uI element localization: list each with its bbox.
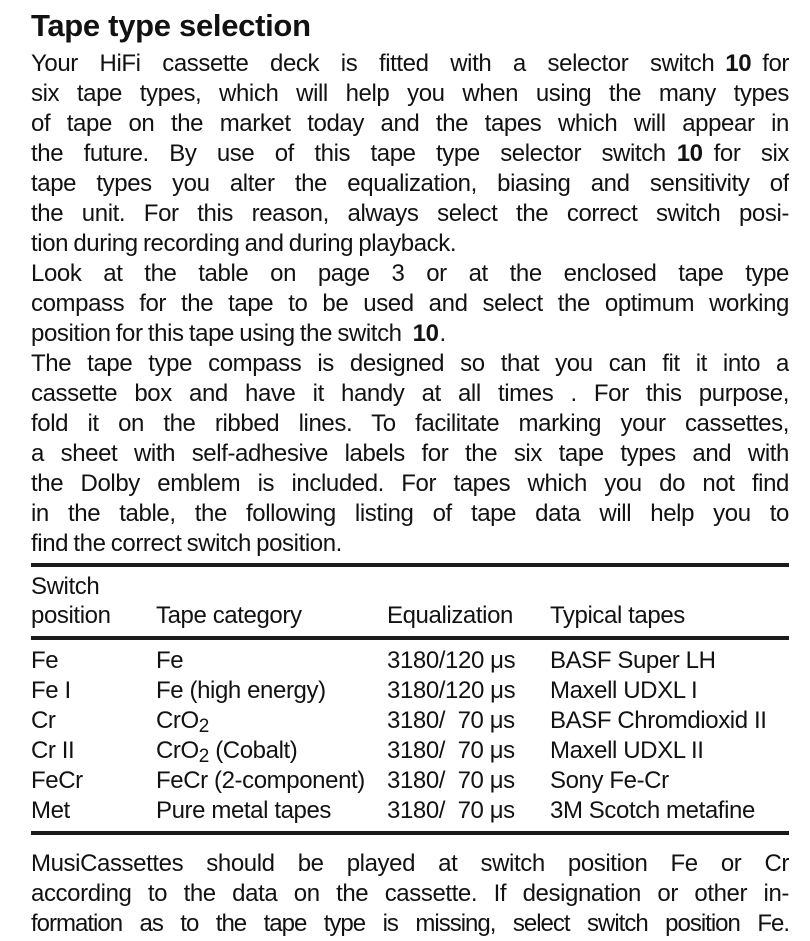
cell-tape-category xyxy=(156,706,387,736)
header-tape-category: Tape category xyxy=(156,602,302,629)
cell-switch-position: Cr II xyxy=(31,737,75,764)
category-subscript: 2 xyxy=(198,746,209,766)
text-line: Look at the table on page 3 or at the enclosed tape type xyxy=(31,260,789,287)
category-text: Pure metal tapes xyxy=(156,797,332,824)
text-segment: . xyxy=(439,320,446,347)
table-header-row xyxy=(31,567,789,636)
paragraph-intro xyxy=(31,49,789,259)
category-text: (Cobalt) xyxy=(208,737,298,764)
paragraph-table-reference xyxy=(31,259,789,349)
text-line: the Dolby emblem is included. For tapes which you do not find xyxy=(31,470,789,497)
cell-switch-position: Met xyxy=(31,797,70,824)
text-line: formation as to the tape type is missing, select switch position Fe. xyxy=(31,910,789,937)
text-segment: position for this tape using the switch xyxy=(31,320,402,347)
category-subscript: 2 xyxy=(198,716,209,736)
category-text: CrO xyxy=(156,707,199,734)
cell-switch-position: FeCr xyxy=(31,767,83,794)
text-segment: for six xyxy=(713,140,789,167)
cell-equalization: 3180/120 μs xyxy=(387,677,516,704)
header-switch-position: Switch position xyxy=(31,573,111,629)
switch-ref-10: 10 xyxy=(676,140,703,167)
text-line: fold it on the ribbed lines. To facilitate marking your cassettes, xyxy=(31,410,789,437)
cell-tape-category xyxy=(156,736,387,766)
table-row xyxy=(31,796,789,826)
table-row xyxy=(31,766,789,796)
category-text: Fe (high energy) xyxy=(156,677,326,704)
header-equalization: Equalization xyxy=(387,602,513,629)
text-line: cassette box and have it handy at all times . For this purpose, xyxy=(31,380,789,407)
cell-typical-tapes: 3M Scotch metafine xyxy=(550,797,755,824)
text-line: according to the data on the cassette. If designation or other in- xyxy=(31,880,789,907)
table-row xyxy=(31,646,789,676)
cell-switch-position: Fe xyxy=(31,647,59,674)
text-segment: the future. By use of this tape type selector switch xyxy=(31,140,666,167)
category-text: FeCr (2-component) xyxy=(156,767,365,794)
text-line: MusiCassettes should be played at switch position Fe or Cr xyxy=(31,850,789,877)
text-line xyxy=(31,319,789,349)
text-line: in the table, the following listing of tape data will help you to xyxy=(31,500,789,527)
cell-equalization: 3180/120 μs xyxy=(387,647,516,674)
cell-typical-tapes: BASF Super LH xyxy=(550,647,716,674)
cell-typical-tapes: Maxell UDXL I xyxy=(550,677,698,704)
text-line: tion during recording and during playback. xyxy=(31,230,457,257)
text-line: tape types you alter the equalization, biasing and sensitivity of xyxy=(31,170,789,197)
cell-equalization: 3180/ 70 μs xyxy=(387,767,515,794)
tape-table-body xyxy=(31,640,789,831)
cell-tape-category xyxy=(156,796,387,826)
table-row xyxy=(31,736,789,766)
switch-ref-10: 10 xyxy=(412,320,439,347)
text-segment: Your HiFi cassette deck is fitted with a selector switch xyxy=(31,50,715,77)
category-text: CrO xyxy=(156,737,199,764)
table-row xyxy=(31,676,789,706)
category-text: Fe xyxy=(156,647,184,674)
text-line: find the correct switch position. xyxy=(31,530,342,557)
text-line: of tape on the market today and the tapes which will appear in xyxy=(31,110,789,137)
text-line: a sheet with self-adhesive labels for the six tape types and with xyxy=(31,440,789,467)
cell-tape-category xyxy=(156,646,387,676)
cell-tape-category xyxy=(156,766,387,796)
text-line: the unit. For this reason, always select the correct switch posi- xyxy=(31,200,789,227)
header-typical-tapes: Typical tapes xyxy=(550,602,685,629)
table-row xyxy=(31,706,789,736)
text-line: compass for the tape to be used and select the optimum working xyxy=(31,290,789,317)
cell-equalization: 3180/ 70 μs xyxy=(387,797,515,824)
cell-typical-tapes: Maxell UDXL II xyxy=(550,737,704,764)
table-bottom-rule xyxy=(31,831,789,835)
paragraph-tape-compass xyxy=(31,349,789,559)
cell-equalization: 3180/ 70 μs xyxy=(387,707,515,734)
cell-tape-category xyxy=(156,676,387,706)
cell-typical-tapes: BASF Chromdioxid II xyxy=(550,707,767,734)
text-line xyxy=(31,49,789,79)
text-line xyxy=(31,139,789,169)
cell-equalization: 3180/ 70 μs xyxy=(387,737,515,764)
text-line: The tape type compass is designed so that you can fit it into a xyxy=(31,350,789,377)
switch-ref-10: 10 xyxy=(725,50,752,77)
text-segment: for xyxy=(762,50,789,77)
cell-switch-position: Fe I xyxy=(31,677,71,704)
paragraph-musicassettes xyxy=(31,849,789,939)
cell-typical-tapes: Sony Fe-Cr xyxy=(550,767,669,794)
page-title: Tape type selection xyxy=(31,8,311,43)
text-line: six tape types, which will help you when using the many types xyxy=(31,80,789,107)
cell-switch-position: Cr xyxy=(31,707,56,734)
